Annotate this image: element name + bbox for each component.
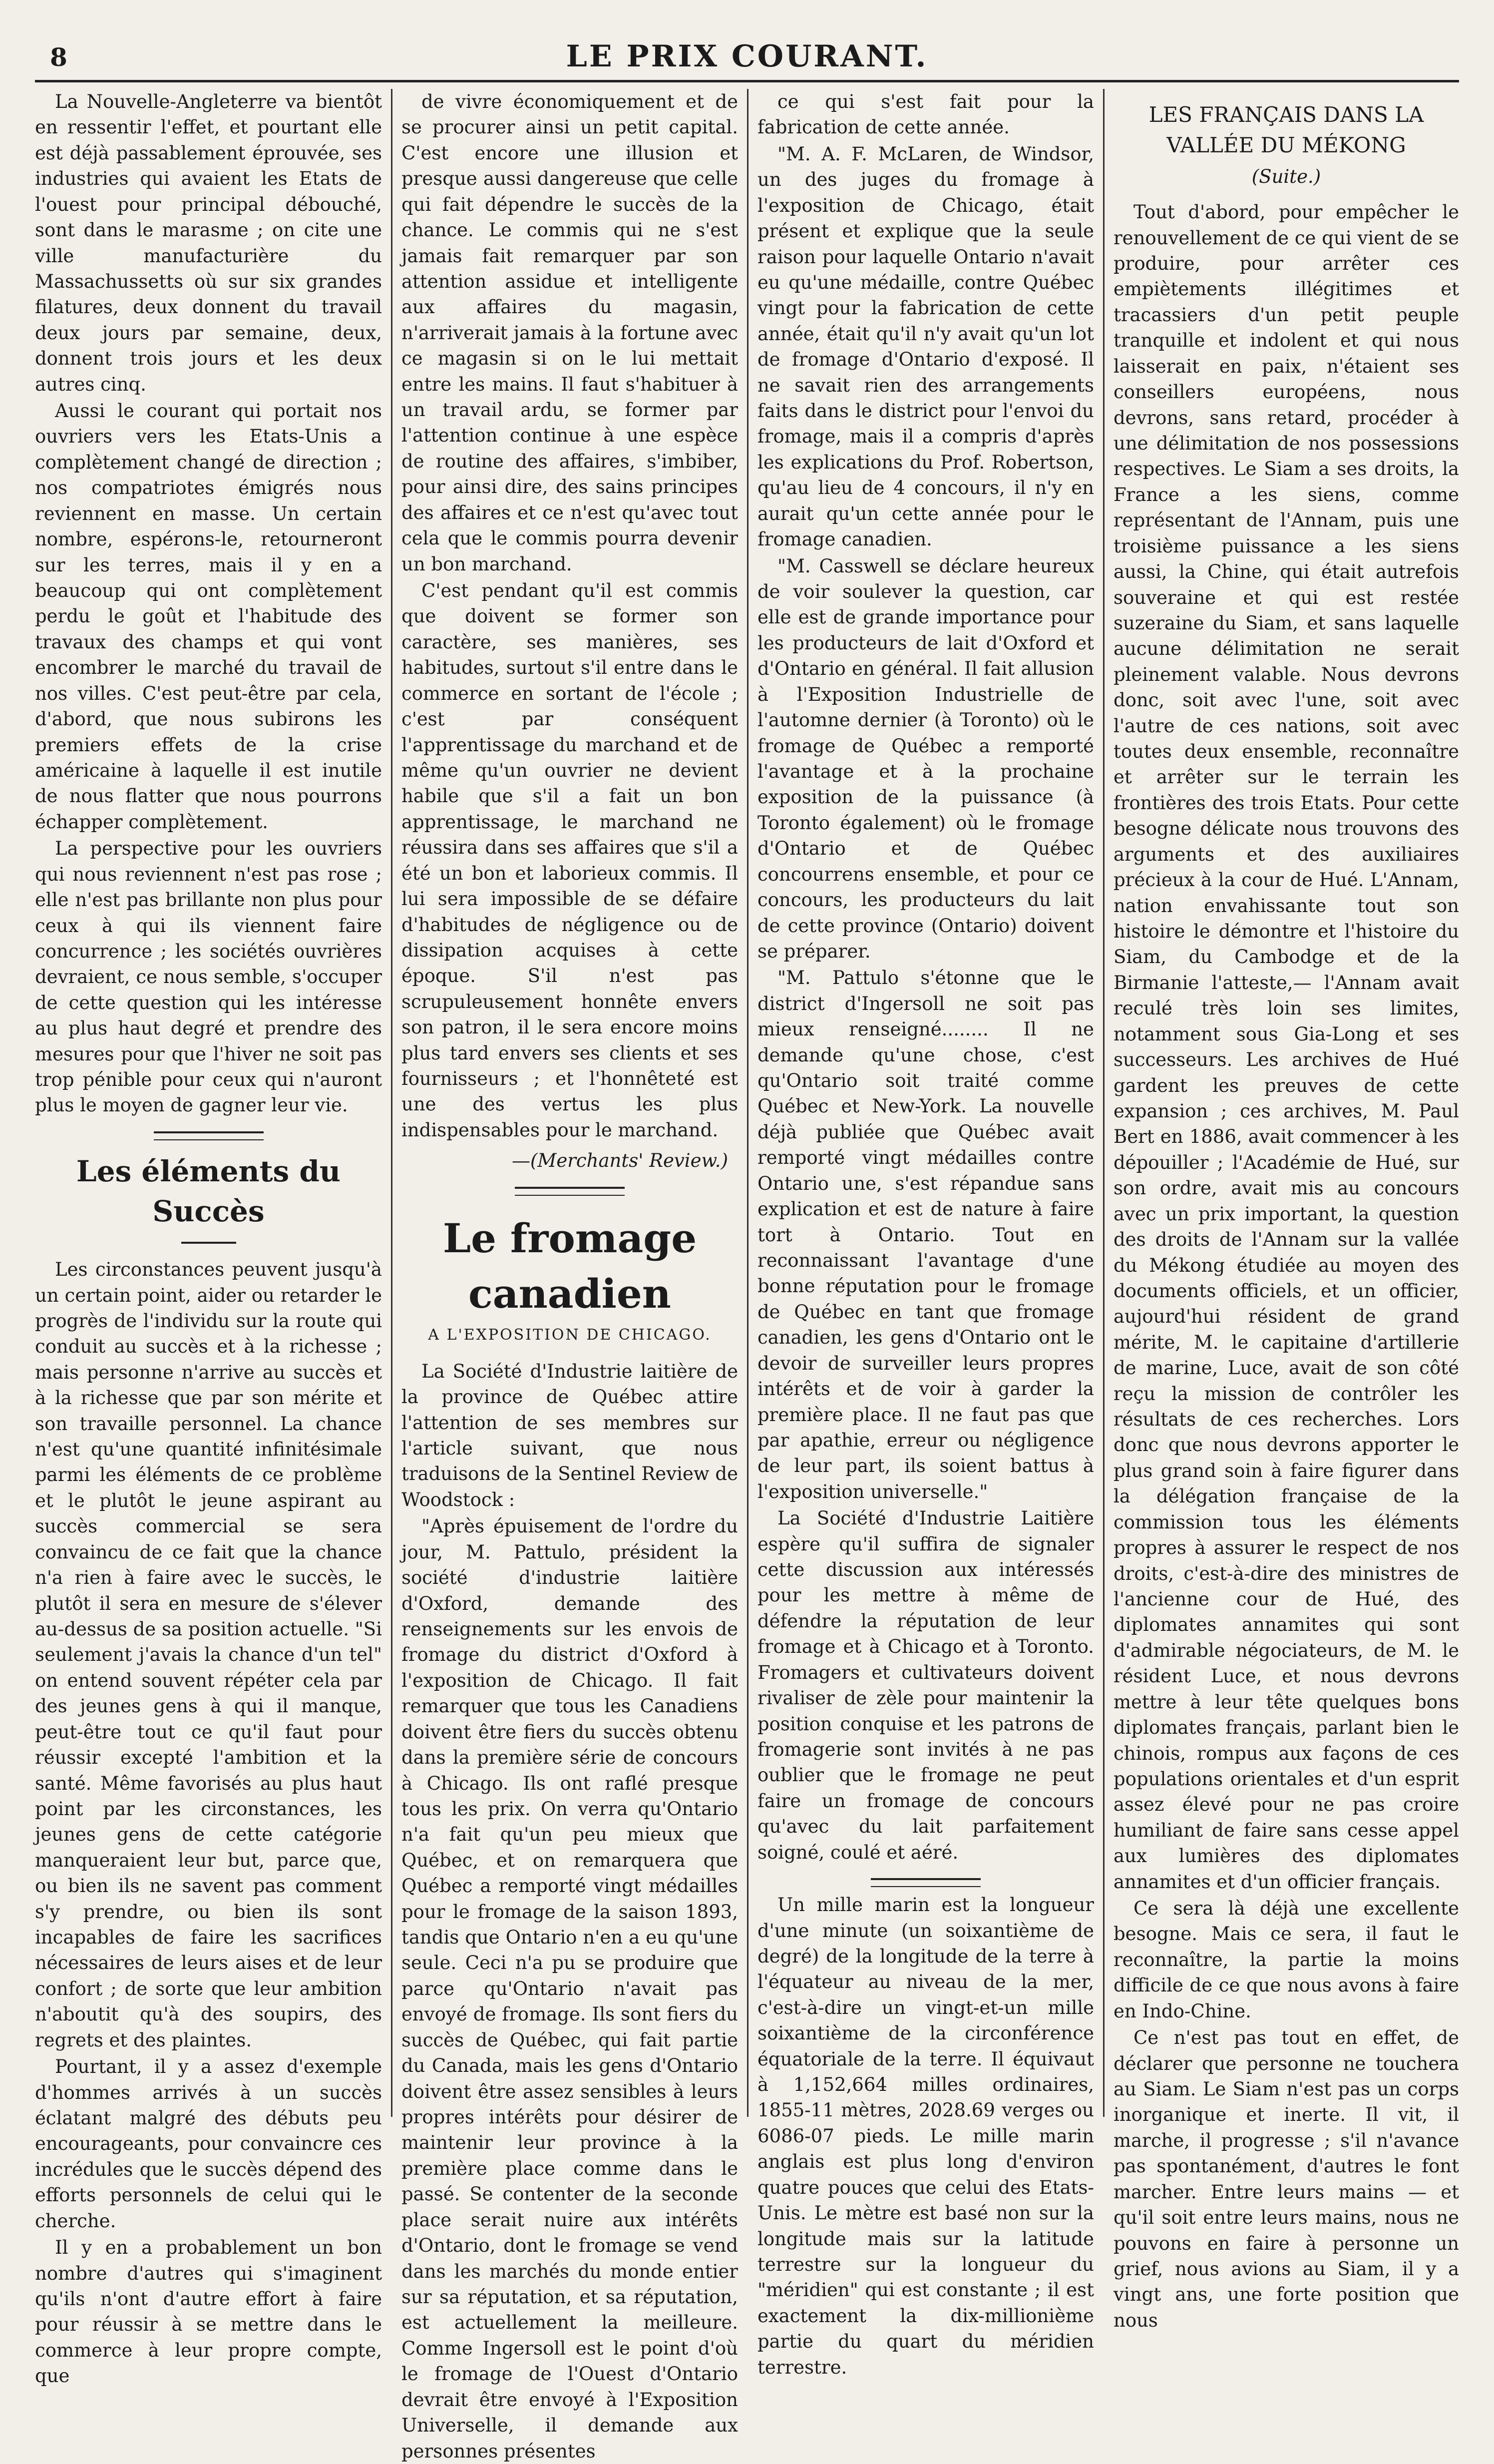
- subheading: A L'EXPOSITION DE CHICAGO.: [428, 1326, 712, 1344]
- continuation-label: (Suite.): [1251, 165, 1321, 187]
- headline-underline: [181, 1242, 236, 1247]
- paragraph: La Société d'Industrie Laitière espère qu'il suffira de signaler cette discussion aux intéressés pour les mettre à même de défendre la réputation de leur fromage et à Chicago et à Toronto. Fromagers et cultivateurs doivent rivaliser de zèle pour maintenir la position conquise et les patrons de fromagerie sont invités à ne pas oublier que le fromage ne peut faire un fromage de concours qu'avec du lait parfaitement soigné, coulé et aéré.: [757, 1507, 1094, 1863]
- paragraph: Pourtant, il y a assez d'exemple d'hommes arrivés à un succès éclatant malgré des débuts peu encourageants, pour convaincre ces incrédules que le succès dépend des efforts personnels de celui qui le cherche.: [35, 2056, 382, 2232]
- paragraph: Un mille marin est la longueur d'une minute (un soixantième de degré) de la longitude de la terre à l'équateur au niveau de la mer, c'est-à-dire un vingt-et-un mille soixantième de la circonférence équatoriale de la terre. Il équivaut à 1,152,664 milles ordinaires, 1855-11 mètres, 2028.69 verges ou 6086-07 pieds. Le mille marin anglais est plus long d'environ quatre pouces que celui des Etats-Unis. Le mètre est basé non sur la longitude mais sur la latitude terrestre sur la longueur du "méridien" qui est constante ; il est exactement la dix-millionième partie du quart du méridien terrestre.: [757, 1894, 1094, 2378]
- article-columns: [35, 89, 1459, 2462]
- paragraph: Ce sera là déjà une excellente besogne. Mais ce sera, il faut le reconnaître, la partie la moins difficile de ce que nous avons à faire en Indo-Chine.: [1114, 1898, 1459, 2022]
- section-divider: [515, 1187, 625, 1196]
- masthead: [35, 30, 1459, 82]
- column-1: [35, 89, 391, 2387]
- paragraph: La Nouvelle-Angleterre va bientôt en ressentir l'effet, et pourtant elle est déjà passablement éprouvée, ses industries qui avaient les Etats de l'ouest pour principal débouché, sont dans le marasme ; on cite une ville manufacturière du Massachussetts où sur six grandes filatures, deux donnent du travail deux jours par semaine, deux, donnent trois jours et les deux autres cinq.: [35, 91, 382, 395]
- paragraph: La Société d'Industrie laitière de la province de Québec attire l'attention de ses membres sur l'article suivant, que nous traduisons de la Sentinel Review de Woodstock :: [401, 1360, 738, 1510]
- source-credit: —(Merchants' Review.): [512, 1150, 728, 1172]
- paragraph: "Après épuisement de l'ordre du jour, M. Pattulo, président la société d'industrie laitière d'Oxford, demande des renseignements sur les envois de fromage du district d'Oxford à l'exposition de Chicago. Il fait remarquer que tous les Canadiens doivent être fiers du succès obtenu dans la première série de concours à Chicago. Ils ont raflé presque tous les prix. On verra qu'Ontario n'a fait qu'un peu mieux que Québec, et on remarquera que Québec a remporté vingt médailles pour le fromage de la saison 1893, tandis que Ontario n'en a eu qu'une seule. Ceci n'a pu se produire que parce qu'Ontario n'avait pas envoyé de fromage. Ils sont fiers du succès de Québec, qui fait partie du Canada, mais les gens d'Ontario doivent être assez sensibles à leurs propres intérêts pour désirer de maintenir leur province à la première place comme dans le passé. Se contenter de la seconde place serait nuire aux intérêts d'Ontario, dont le fromage se vend dans les marchés du monde entier sur sa réputation, et sa réputation, est actuellement la meilleure. Comme Ingersoll est le point d'où le fromage de l'Ouest d'Ontario devrait être envoyé à l'Exposition Universelle, il demande aux personnes présentes: [401, 1515, 738, 2462]
- paragraph: C'est pendant qu'il est commis que doivent se former son caractère, ses manières, ses habitudes, surtout s'il entre dans le commerce en sortant de l'école ; c'est par conséquent l'apprentissage du marchand et de même qu'un ouvrier ne devient habile que s'il a fait un bon apprentissage, le marchand ne réussira dans ses affaires que s'il a été un bon et laborieux commis. Il lui sera impossible de se défaire d'habitudes de négligence ou de dissipation acquises à cette époque. S'il n'est pas scrupuleusement honnête envers son patron, il le sera encore moins plus tard envers ses clients et ses fournisseurs ; et l'honnêteté est une des vertus les plus indispensables pour le marchand.: [401, 580, 738, 1141]
- paragraph: "M. Pattulo s'étonne que le district d'Ingersoll ne soit pas mieux renseigné........ Il ne demande qu'une chose, c'est qu'Ontario soit traité comme Québec et New-York. La nouvelle déjà publiée que Québec avait remporté vingt médailles contre Ontario une, s'est répandue sans explication et est de nature à faire tort à Ontario. Tout en reconnaissant l'avantage d'une bonne réputation pour le fromage de Québec en tant que fromage canadien, les gens d'Ontario ont le devoir de surveiller leurs propres intérêts et de voir à garder la première place. Il ne faut pas que par apathie, erreur ou négligence de leur part, ils soient battus à l'exposition universelle.": [757, 967, 1094, 1502]
- paragraph: "M. A. F. McLaren, de Windsor, un des juges du fromage à l'exposition de Chicago, était présent et explique que la seule raison pour laquelle Ontario n'avait eu qu'une médaille, contre Québec vingt pour la fabrication de cette année, était qu'il n'y avait qu'un lot de fromage d'Ontario d'exposé. Il ne savait rien des arrangements faits dans le district pour l'envoi du fromage, mais il a compris d'après les explications du Prof. Robertson, qu'au lieu de 4 concours, il n'y en aurait qu'un cette année pour le fromage canadien.: [757, 143, 1094, 550]
- headline-fromage-canadien: Le fromage canadien: [442, 1214, 697, 1317]
- headline-elements-du-succes: Les éléments du Succès: [76, 1154, 341, 1229]
- paragraph: Ce n'est pas tout en effet, de déclarer que personne ne touchera au Siam. Le Siam n'est pas un corps inorganique et inerte. Il vit, il marche, il progresse ; s'il n'avance pas spontanément, d'autres le font marcher. Entre leurs mains — et qu'il soit entre leurs mains, nous ne pouvons en faire à personne un grief, nous avions au Siam, il y a vingt ans, une forte position que nous: [1114, 2027, 1459, 2331]
- column-4: [1103, 89, 1459, 2331]
- paragraph: Tout d'abord, pour empêcher le renouvellement de ce qui vient de se produire, pour arrêter ces empiètements illégitimes et tracassiers d'un petit peuple tranquille et indolent et qui nous laisserait en paix, n'étaient ses conseillers européens, nous devrons, sans retard, procéder à une délimitation de nos possessions respectives. Le Siam a ses droits, la France a les siens, comme représentant de l'Annam, puis une troisième puissance a les siens aussi, la Chine, qui était autrefois souveraine et qui est restée suzeraine du Siam, et sans laquelle aucune délimitation ne serait pleinement valable. Nous devrons donc, soit avec l'une, soit avec l'autre de ces nations, soit avec toutes deux ensemble, reconnaître et arrêter sur le terrain les frontières des trois Etats. Pour cette besogne délicate nous trouvons des arguments et des auxiliaires précieux à la cour de Hué. L'Annam, nation envahissante tout son histoire le démontre et l'histoire du Siam, du Cambodge et de la Birmanie l'atteste,— l'Annam avait reculé très loin ses limites, notamment sous Gia-Long et ses successeurs. Les archives de Hué gardent les preuves de cette expansion ; ces archives, M. Paul Bert en 1886, avait commencer à les dépouiller ; l'Académie de Hué, sur son ordre, avait mis au concours avec un prix important, la question des droits de l'Annam sur la vallée du Mékong étudiée au moyen des documents officiels, et un officier, aujourd'hui résident de grand mérite, M. le capitaine d'artillerie de marine, Luce, avait de son côté reçu la mission de contrôler les résultats de ces recherches. Lors donc que nous devrons apporter le plus grand soin à faire figurer dans la délégation française de la commission tous les éléments propres à assurer le respect de nos droits, c'est-à-dire des ministres de l'ancienne cour de Hué, des diplomates annamites qui sont d'admirable négociateurs, de M. le résident Luce, et nous devrons mettre à leur tête quelques bons diplomates français, parlant bien le chinois, rompus aux façons de ces populations orientales et d'un esprit assez élevé pour ne pas croire humiliant de faire sans cesse appel aux lumières des diplomates annamites et d'un officier français.: [1114, 201, 1459, 1893]
- headline-francais-mekong: LES FRANÇAIS DANS LA VALLÉE DU MÉKONG: [1148, 102, 1424, 157]
- paragraph: Il y en a probablement un bon nombre d'autres qui s'imaginent qu'ils n'ont d'autre effort à faire pour réussir à se mettre dans le commerce à leur propre compte, que: [35, 2237, 382, 2387]
- section-divider: [871, 1878, 981, 1887]
- paragraph: Aussi le courant qui portait nos ouvriers vers les Etats-Unis a complètement changé de direction ; nos compatriotes émigrés nous reviennent en masse. Un certain nombre, espérons-le, retourneront sur les terres, mais il y en a beaucoup qui ont complètement perdu le goût et l'habitude des travaux des champs et qui vont encombrer le marché du travail de nos villes. C'est peut-être par cela, d'abord, que nous subirons les premiers effets de la crise américaine à laquelle il est inutile de nous flatter que nous pourrons échapper complètement.: [35, 400, 382, 833]
- paragraph: La perspective pour les ouvriers qui nous reviennent n'est pas rose ; elle n'est pas brillante non plus pour ceux à qui ils viennent faire concurrence ; les sociétés ouvrières devraient, ce nous semble, s'occuper de cette question qui les intéresse au plus haut degré et prendre des mesures pour que l'hiver ne soit pas trop pénible pour ceux qui n'auront plus le moyen de gagner leur vie.: [35, 838, 382, 1116]
- column-2: [391, 89, 747, 2462]
- column-3: [747, 89, 1103, 2378]
- paper-name: LE PRIX COURANT.: [566, 39, 928, 74]
- section-divider: [154, 1131, 264, 1140]
- paragraph: de vivre économiquement et de se procurer ainsi un petit capital. C'est encore une illusion et presque aussi dangereuse que celle qui fait dépendre le succès de la chance. Le commis qui ne s'est jamais fait remarquer par son attention assidue et intelligente aux affaires du magasin, n'arriverait jamais à la fortune avec ce magasin si on le lui mettait entre les mains. Il faut s'habituer à un travail ardu, se former par l'attention continue à une espèce de routine des affaires, s'imbiber, pour ainsi dire, des sains principes des affaires et ce n'est qu'avec tout cela que le commis pourra devenir un bon marchand.: [401, 91, 738, 575]
- page-number: 8: [50, 42, 67, 72]
- paragraph: Les circonstances peuvent jusqu'à un certain point, aider ou retarder le progrès de l'individu sur la route qui conduit au succès et à la richesse ; mais personne n'arrive au succès et à la richesse que par son mérite et son travaille personnel. La chance n'est qu'une quantité infinitésimale parmi les éléments de ce problème et le plutôt le jeune aspirant au succès commercial se sera convaincu de ce fait que la chance n'a rien à faire avec le succès, le plutôt il sera en mesure de s'élever au-dessus de sa position actuelle. "Si seulement j'avais la chance d'un tel" on entend souvent répéter cela par des jeunes gens à qui il manque, peut-être tout ce qu'il faut pour réussir excepté l'ambition et la santé. Même favorisés au plus haut point par les circonstances, les jeunes gens de cette catégorie manqueraient leur but, parce que, ou bien ils ne savent pas comment s'y prendre, ou bien ils sont incapables de faire les sacrifices nécessaires de leurs aises et de leur confort ; de sorte que leur ambition n'aboutit qu'à des soupirs, des regrets et des plaintes.: [35, 1259, 382, 2051]
- paragraph: "M. Casswell se déclare heureux de voir soulever la question, car elle est de grande importance pour les producteurs de lait d'Oxford et d'Ontario en général. Il fait allusion à l'Exposition Industrielle de l'automne dernier (à Toronto) où le fromage de Québec a remporté l'avantage et à la prochaine exposition de la puissance (à Toronto également) où le fromage d'Ontario et de Québec concourrens ensemble, et pour ce concours, les producteurs du lait de cette province (Ontario) doivent se préparer.: [757, 555, 1094, 962]
- paragraph: ce qui s'est fait pour la fabrication de cette année.: [757, 91, 1094, 138]
